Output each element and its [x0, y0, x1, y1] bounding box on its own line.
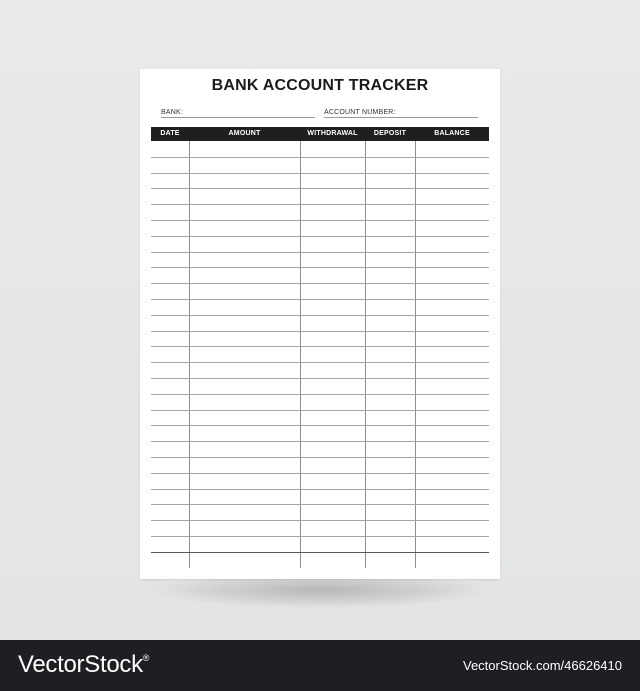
bank-field-line	[161, 117, 315, 118]
account-number-field-line	[324, 117, 478, 118]
table-row-line	[151, 299, 489, 300]
column-header-balance: BALANCE	[434, 130, 470, 137]
ledger-grid	[151, 141, 489, 569]
table-row-line	[151, 536, 489, 537]
table-row-line	[151, 457, 489, 458]
column-header-date: DATE	[160, 130, 180, 137]
table-row-line	[151, 252, 489, 253]
registered-mark: ®	[142, 653, 150, 663]
table-row-line	[151, 425, 489, 426]
table-row-line	[151, 173, 489, 174]
table-row-line	[151, 236, 489, 237]
page-title: BANK ACCOUNT TRACKER	[211, 77, 429, 94]
table-row-line	[151, 346, 489, 347]
table-row-line	[151, 204, 489, 205]
brand-name: VectorStock	[18, 651, 143, 678]
column-header-deposit: DEPOSIT	[373, 130, 407, 137]
table-row-line	[151, 378, 489, 379]
table-row-line	[151, 504, 489, 505]
table-row-line	[151, 520, 489, 521]
table-row-line	[151, 331, 489, 332]
column-header-amount: AMOUNT	[228, 130, 261, 137]
table-row-line	[151, 394, 489, 395]
table-row-line	[151, 473, 489, 474]
table-row-line	[151, 441, 489, 442]
column-header-withdrawal: WITHDRAWAL	[307, 130, 358, 137]
table-row-line	[151, 157, 489, 158]
table-row-line	[151, 315, 489, 316]
bank-label: BANK:	[161, 109, 184, 116]
watermark-footer	[0, 640, 640, 691]
tracker-sheet	[140, 69, 500, 579]
table-row-line	[151, 188, 489, 189]
table-row-line	[151, 283, 489, 284]
table-row-line	[151, 489, 489, 490]
table-row-line	[151, 220, 489, 221]
account-number-label: ACCOUNT NUMBER:	[324, 109, 396, 116]
table-bottom-rule	[151, 552, 489, 553]
vectorstock-logo	[18, 651, 149, 679]
table-row-line	[151, 410, 489, 411]
table-row-line	[151, 267, 489, 268]
table-row-line	[151, 362, 489, 363]
table-header	[151, 127, 489, 141]
image-credit: VectorStock.com/46626410	[463, 658, 622, 673]
